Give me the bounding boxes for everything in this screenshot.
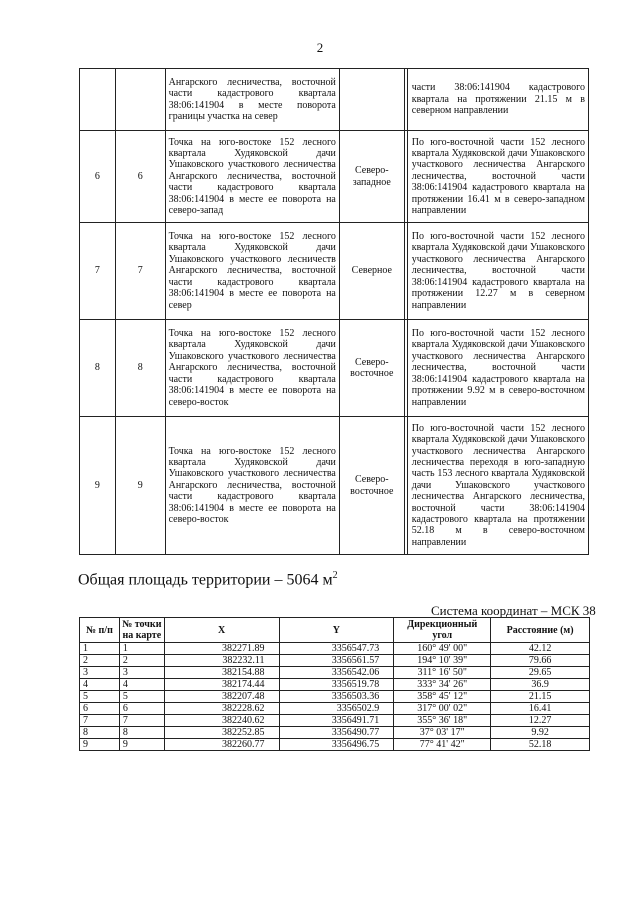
cell-x: 382228.62 [164,703,279,715]
cell-x: 382252.85 [164,727,279,739]
cell-point: 1 [119,643,164,655]
cell-x: 382240.62 [164,715,279,727]
cell-y: 3356547.73 [279,643,394,655]
cell-angle: 160° 49' 00" [394,643,491,655]
cell-index: 3 [80,667,120,679]
coordinates-row [80,691,590,703]
cell-index: 9 [80,739,120,751]
cell-distance: 21.15 [491,691,590,703]
cell-y: 3356519.78 [279,679,394,691]
header-point-number: № точки на карте [119,618,164,643]
row-number [80,69,116,131]
cell-angle: 358° 45' 12" [394,691,491,703]
coordinates-row [80,715,590,727]
cell-angle: 311° 16' 50" [394,667,491,679]
point-description: Точка на юго-востоке 152 лесного квартала Худяковской дачи Ушаковского участкового лесничества Ангарского лесничества, восточной части кадастрового квартала 38:06:141904 в месте ее поворота на северо-восток [165,417,339,555]
coordinates-row [80,739,590,751]
coordinates-row [80,679,590,691]
cell-index: 4 [80,679,120,691]
cell-x: 382260.77 [164,739,279,751]
row-number: 6 [80,131,116,223]
direction: Северо-восточное [339,320,404,417]
total-area-superscript: 2 [332,570,338,581]
cell-distance: 9.92 [491,727,590,739]
path-description: части 38:06:141904 кадастрового квартала на протяжении 21.15 м в северном направлении [407,69,588,131]
cell-distance: 36.9 [491,679,590,691]
cell-x: 382207.48 [164,691,279,703]
page-number: 2 [316,40,324,55]
cell-angle: 317° 00' 02" [394,703,491,715]
coordinates-row [80,655,590,667]
cell-point: 4 [119,679,164,691]
cell-distance: 52.18 [491,739,590,751]
map-point-number: 7 [115,223,165,320]
cell-angle: 77° 41' 42" [394,739,491,751]
description-row [80,69,589,131]
cell-index: 7 [80,715,120,727]
cell-distance: 29.65 [491,667,590,679]
cell-point: 3 [119,667,164,679]
cell-angle: 194° 10' 39" [394,655,491,667]
cell-point: 7 [119,715,164,727]
cell-distance: 42.12 [491,643,590,655]
coordinates-row [80,643,590,655]
header-x: X [164,618,279,643]
path-description: По юго-восточной части 152 лесного квартала Худяковской дачи Ушаковского участкового лесничества Ангарского лесничества, восточной части 38:06:141904 кадастрового квартала на протяжении 16.41 м в северо-западном направлении [407,131,588,223]
cell-point: 2 [119,655,164,667]
cell-point: 5 [119,691,164,703]
cell-x: 382174.44 [164,679,279,691]
path-description: По юго-восточной части 152 лесного квартала Худяковской дачи Ушаковского участкового лесничества Ангарского лесничества, восточной части 38:06:141904 кадастрового квартала на протяжении 9.92 м в северо-восточном направлении [407,320,588,417]
cell-x: 382154.88 [164,667,279,679]
description-row [80,320,589,417]
direction: Северное [339,223,404,320]
cell-y: 3356502.9 [279,703,394,715]
cell-x: 382232.11 [164,655,279,667]
description-row [80,131,589,223]
row-number: 8 [80,320,116,417]
point-description: Точка на юго-востоке 152 лесного квартала Худяковской дачи Ушаковского участкового лесничества Ангарского лесничества, восточной части кадастрового квартала 38:06:141904 в месте ее поворота на северо-восток [165,320,339,417]
cell-y: 3356503.36 [279,691,394,703]
direction: Северо-западное [339,131,404,223]
point-description: Точка на юго-востоке 152 лесного квартала Худяковской дачи Ушаковского участкового лесничества Ангарского лесничества, восточной части кадастрового квартала 38:06:141904 в месте ее поворота на северо-запад [165,131,339,223]
cell-distance: 12.27 [491,715,590,727]
cell-angle: 333° 34' 26" [394,679,491,691]
map-point-number [115,69,165,131]
direction: Северо-восточное [339,417,404,555]
coordinates-row [80,703,590,715]
cell-y: 3356542.06 [279,667,394,679]
direction [339,69,404,131]
coordinates-row [80,727,590,739]
cell-index: 2 [80,655,120,667]
point-description: Точка на юго-востоке 152 лесного квартала Худяковской дачи Ушаковского участкового лесничеств Ангарского лесничества, восточной части кадастрового квартала 38:06:141904 в месте ее поворота на север [165,223,339,320]
cell-angle: 37° 03' 17" [394,727,491,739]
path-description: По юго-восточной части 152 лесного квартала Худяковской дачи Ушаковского участкового лесничества Ангарского лесничества, восточной части 38:06:141904 кадастрового квартала на протяжении 12.27 м в северном направлении [407,223,588,320]
coordinate-system-label: Система координат – МСК 38 [431,603,596,618]
cell-distance: 79.66 [491,655,590,667]
coordinates-header-row [80,618,590,643]
description-row [80,417,589,555]
total-area [78,570,338,589]
cell-index: 8 [80,727,120,739]
header-y: Y [279,618,394,643]
cell-index: 6 [80,703,120,715]
boundary-description-table [79,68,589,555]
cell-point: 6 [119,703,164,715]
header-distance: Расстояние (м) [491,618,590,643]
cell-y: 3356490.77 [279,727,394,739]
map-point-number: 6 [115,131,165,223]
row-number: 7 [80,223,116,320]
cell-y: 3356561.57 [279,655,394,667]
cell-y: 3356491.71 [279,715,394,727]
map-point-number: 8 [115,320,165,417]
header-direction-angle: Дирекционный угол [394,618,491,643]
point-description: Ангарского лесничества, восточной части кадастрового квартала 38:06:141904 в месте поворота границы участка на север [165,69,339,131]
cell-distance: 16.41 [491,703,590,715]
cell-x: 382271.89 [164,643,279,655]
total-area-text: Общая площадь территории – 5064 м [78,571,333,589]
cell-index: 5 [80,691,120,703]
header-index: № п/п [80,618,120,643]
coordinates-table [79,617,590,751]
cell-y: 3356496.75 [279,739,394,751]
coordinates-row [80,667,590,679]
path-description: По юго-восточной части 152 лесного квартала Худяковской дачи Ушаковского участкового лесничества Ангарского лесничества переходя в юго-западную часть 153 лесного квартала Худяковской дачи Ушаковского участкового лесничества Ангарского лесничества, восточной части 38:06:141904 кадастрового квартала на протяжении 52.18 м в северо-восточном направлении [407,417,588,555]
cell-point: 8 [119,727,164,739]
cell-angle: 355° 36' 18" [394,715,491,727]
cell-index: 1 [80,643,120,655]
map-point-number: 9 [115,417,165,555]
row-number: 9 [80,417,116,555]
cell-point: 9 [119,739,164,751]
description-row [80,223,589,320]
